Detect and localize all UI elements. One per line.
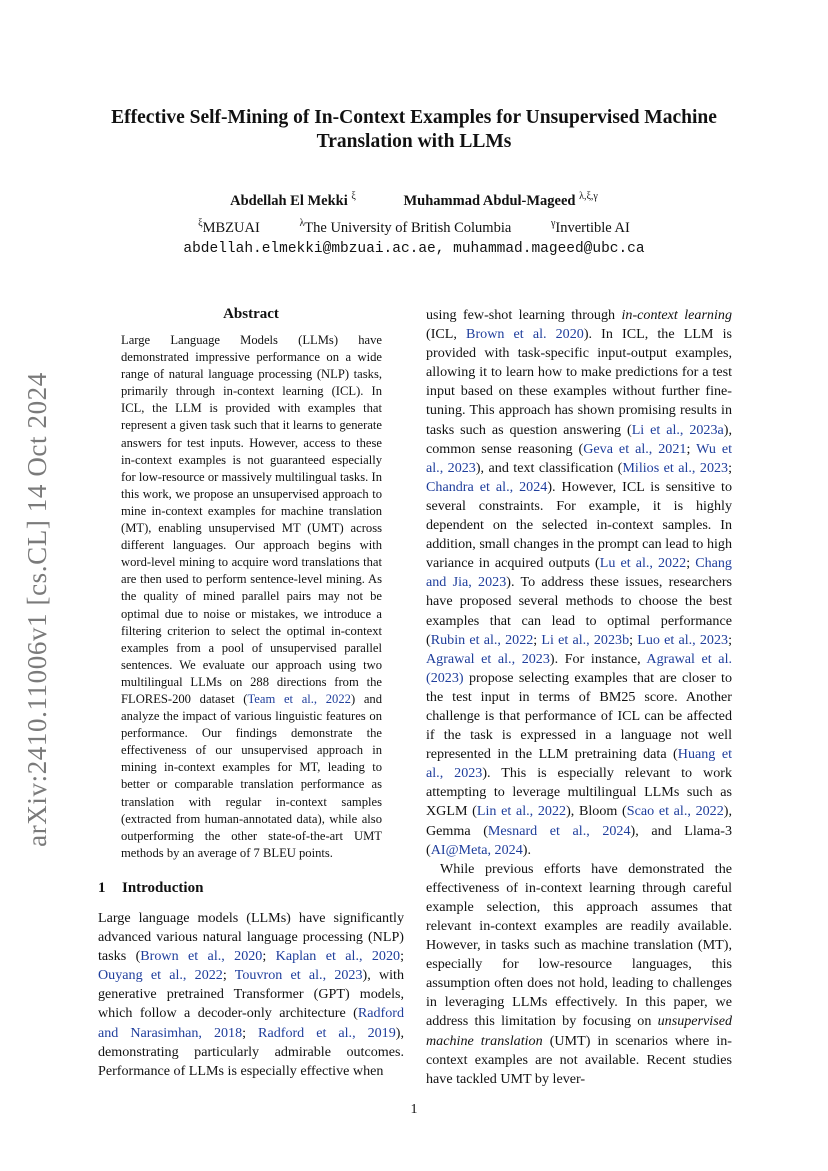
citation-link[interactable]: Rubin et al., 2022 bbox=[430, 631, 534, 648]
citation-link[interactable]: Team et al., 2022 bbox=[247, 691, 351, 706]
citation-link[interactable]: Scao et al., 2022 bbox=[626, 803, 724, 820]
citation-link[interactable]: Li et al., 2023a bbox=[631, 421, 724, 438]
page-number: 1 bbox=[410, 1102, 418, 1117]
affiliations bbox=[0, 213, 828, 239]
citation-link[interactable]: Radford and Narasimhan, 2018 bbox=[98, 1005, 404, 1041]
citation-link[interactable]: Lin et al., 2022 bbox=[476, 803, 567, 820]
affiliation-2: $^\lambda$The University of British Columbia bbox=[299, 217, 512, 236]
affiliation-3: $^\gamma$Invertible AI bbox=[550, 217, 630, 236]
intro-paragraph-right-1: using few-shot learning through in-context learning (ICL, Brown et al. 2020). In ICL, the LLM is provided with task-specific input-output examples, allowing it to learn how to make predictions for a test input based on these examples without further fine-tuning. This approach has shown promising results in tasks such as question answering (Li et al., 2023a), common sense reasoning (Geva et al., 2021; Wu et al., 2023), and text classification (Milios et al., 2023; Chandra et al., 2024). However, ICL is sensitive to several constraints. For example, it is highly dependent on the selected in-context samples. In addition, small changes in the prompt can lead to high variance in acquired outputs (Lu et al., 2022; Chang and Jia, 2023). To address these issues, researchers have proposed several methods to choose the best examples that can lead to optimal performance (Rubin et al., 2022; Li et al., 2023b; Luo et al., 2023; Agrawal et al., 2023). For instance, Agrawal et al. (2023) propose selecting examples that are closer to the test input in terms of BM25 score. Another challenge is that performance of ICL can be affected if the task is expressed in a language not well represented in the LLM pretraining data (Huang et al., 2023). This is especially relevant to work attempting to leverage multilingual LLMs such as XGLM (Lin et al., 2022), Bloom (Scao et al., 2022), Gemma (Mesnard et al., 2024), and Llama-3 (AI@Meta, 2024). bbox=[426, 307, 733, 858]
affiliation-1: $^\xi$MBZUAI bbox=[198, 217, 260, 236]
citation-link[interactable]: Geva et al., 2021 bbox=[583, 440, 687, 457]
section-heading-introduction: 1 Introduction bbox=[98, 880, 204, 896]
author-block bbox=[0, 186, 828, 260]
citation-link[interactable]: Mesnard et al., 2024 bbox=[487, 822, 631, 839]
citation-link[interactable]: Brown et al. 2020 bbox=[466, 326, 584, 343]
citation-link[interactable]: Milios et al., 2023 bbox=[622, 459, 729, 476]
citation-link[interactable]: Radford et al., 2019 bbox=[258, 1024, 396, 1041]
intro-paragraph-right-2: While previous efforts have demonstrated the effectiveness of in-context learning through careful example selection, this approach assumes that relevant in-context examples are readily available. However, in tasks such as machine translation (MT), especially for low-resource languages, this assumption often does not hold, leading to challenges in leveraging LLMs effectively. In this paper, we address this limitation by focusing on unsupervised machine translation (UMT) in scenarios where in-context examples are not available. Recent studies have tackled UMT by lever- bbox=[426, 860, 733, 1087]
citation-link[interactable]: Brown et al., 2020 bbox=[140, 948, 263, 965]
citation-link[interactable]: Touvron et al., 2023 bbox=[234, 967, 363, 984]
author-names bbox=[0, 186, 828, 212]
citation-link[interactable]: Luo et al., 2023 bbox=[637, 631, 729, 648]
author-2: Muhammad Abdul-Mageed $^{\lambda,\xi,\gamma}$ bbox=[403, 191, 598, 209]
arxiv-sidebar bbox=[20, 368, 54, 850]
citation-link[interactable]: Chang and Jia, 2023 bbox=[426, 555, 732, 591]
author-1: Abdellah El Mekki $^\xi$ bbox=[230, 191, 356, 209]
citation-link[interactable]: Chandra et al., 2024 bbox=[426, 478, 548, 495]
paper-title: Effective Self-Mining of In-Context Examples for Unsupervised Machine Translation with LLMs bbox=[111, 107, 717, 152]
intro-paragraph-left: Large language models (LLMs) have significantly advanced various natural language processing (NLP) tasks (Brown et al., 2020; Kaplan et al., 2020; Ouyang et al., 2022; Touvron et al., 2023), with generative pretrained Transformer (GPT) models, which follow a decoder-only architecture (Radford and Narasimhan, 2018; Radford et al., 2019), demonstrating particularly admirable outcomes. Performance of LLMs is especially effective when bbox=[98, 910, 405, 1079]
arxiv-identifier: arXiv:2410.11006v1 [cs.CL] 14 Oct 2024 bbox=[21, 371, 52, 847]
right-column bbox=[426, 306, 732, 1089]
citation-link[interactable]: Lu et al., 2022 bbox=[599, 555, 687, 572]
abstract-body: Large Language Models (LLMs) have demonstrated impressive performance on a wide range of natural language processing (NLP) tasks, primarily through in-context learning (ICL). In ICL, the LLM is provided with examples that represent a given task such that it learns to generate answers for test inputs. However, access to these in-context examples is not guaranteed especially for low-resource or massively multilingual tasks. In this work, we propose an unsupervised approach to mine in-context examples for machine translation (MT), enabling unsupervised MT (UMT) across different languages. Our approach begins with word-level mining to acquire word translations that are then used to perform sentence-level mining. As the quality of mined parallel pairs may not be optimal due to noise or mistakes, we introduce a filtering criterion to select the optimal in-context examples from a pool of unsupervised parallel sentences. We evaluate our approach using two multilingual LLMs on 288 directions from the FLORES-200 dataset (Team et al., 2022) and analyze the impact of various linguistic features on performance. Our findings demonstrate the effectiveness of our unsupervised approach in mining in-context examples for MT, leading to better or comparable translation performance as translation with regular in-context samples (extracted from human-annotated data), while also outperforming the other state-of-the-art UMT methods by an average of 7 BLEU points. bbox=[121, 333, 382, 860]
citation-link[interactable]: Ouyang et al., 2022 bbox=[98, 967, 223, 984]
citation-link[interactable]: AI@Meta, 2024 bbox=[430, 841, 523, 858]
citation-link[interactable]: Wu et al., 2023 bbox=[426, 440, 733, 476]
abstract-heading: Abstract bbox=[223, 306, 279, 322]
citation-link[interactable]: Huang et al., 2023 bbox=[426, 746, 732, 782]
citation-link[interactable]: Li et al., 2023b bbox=[541, 631, 630, 648]
citation-link[interactable]: Agrawal et al., 2023 bbox=[426, 650, 550, 667]
citation-link[interactable]: Kaplan et al., 2020 bbox=[275, 948, 401, 965]
citation-link[interactable]: Agrawal et al. (2023) bbox=[426, 650, 733, 686]
author-emails: abdellah.elmekki@mbzuai.ac.ae, muhammad.mageed@ubc.ca bbox=[183, 240, 645, 257]
